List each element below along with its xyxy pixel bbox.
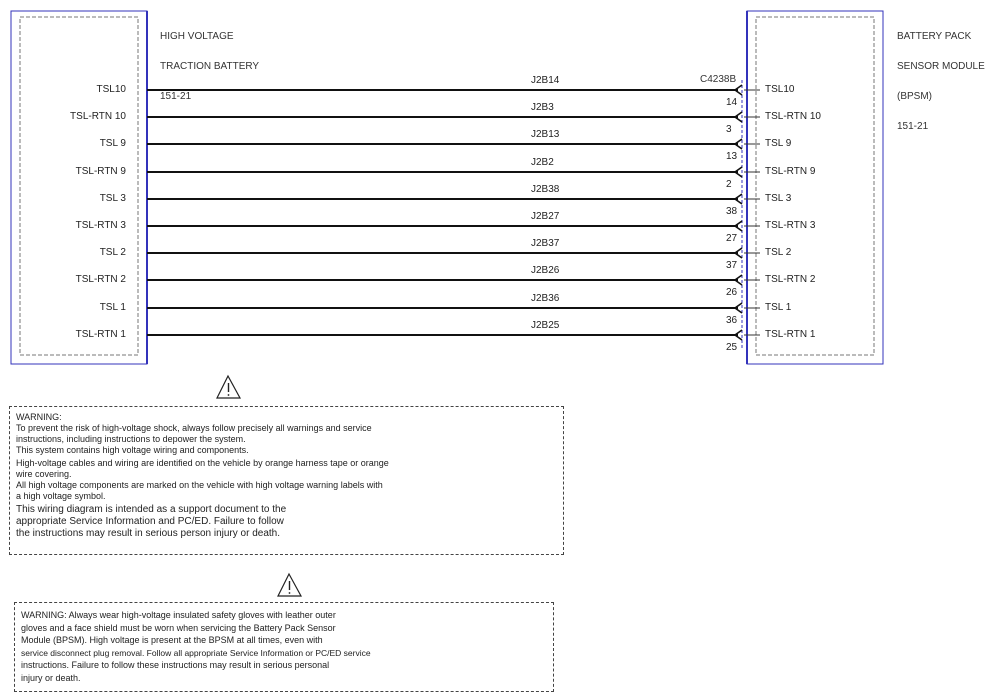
title-line: 151-21 <box>160 91 192 102</box>
warning-triangle-icon <box>217 376 240 398</box>
warning-line: All high voltage components are marked on the vehicle with high voltage warning labels with <box>16 480 383 490</box>
wires-group <box>147 85 760 340</box>
warning-line: a high voltage symbol. <box>16 491 106 501</box>
warning-line: WARNING: Always wear high-voltage insulated safety gloves with leather outer <box>21 610 336 620</box>
circuit-label: J2B36 <box>531 293 560 304</box>
connector-terminal-icon <box>735 139 742 149</box>
warning-box-gloves <box>14 602 554 692</box>
right-pin-label: TSL 9 <box>765 138 792 149</box>
title-line: (BPSM) <box>897 91 932 102</box>
left-pin-label: TSL-RTN 1 <box>75 329 126 340</box>
circuit-label: J2B26 <box>531 265 560 276</box>
warning-line: This system contains high voltage wiring and components. <box>16 445 249 455</box>
circuit-label: J2B38 <box>531 184 560 195</box>
connector-terminal-icon <box>735 275 742 285</box>
bpsm-title <box>897 12 985 142</box>
warning-line: the instructions may result in serious person injury or death. <box>16 528 281 539</box>
connector-pin-number: 2 <box>726 179 732 190</box>
left-pin-label: TSL10 <box>96 84 126 95</box>
right-pin-label: TSL-RTN 9 <box>765 166 816 177</box>
connector-pin-number: 27 <box>726 233 738 244</box>
warning-line: This wiring diagram is intended as a support document to the <box>16 504 287 515</box>
warning-line: WARNING: <box>16 412 62 422</box>
connector-terminal-icon <box>735 221 742 231</box>
title-line: TRACTION BATTERY <box>160 61 260 72</box>
left-pin-label: TSL-RTN 9 <box>75 166 126 177</box>
connector-pin-number: 14 <box>726 97 738 108</box>
circuit-label: J2B37 <box>531 238 560 249</box>
connector-label: C4238B <box>700 74 737 85</box>
circuit-label: J2B14 <box>531 75 560 86</box>
connector-terminal-icon <box>735 194 742 204</box>
connector-terminal-icon <box>735 248 742 258</box>
left-pin-label: TSL 2 <box>99 247 126 258</box>
warning-line: appropriate Service Information and PC/ED. Failure to follow <box>16 516 284 527</box>
title-line: SENSOR MODULE <box>897 61 985 72</box>
connector-terminal-icon <box>735 303 742 313</box>
warning-line: High-voltage cables and wiring are identified on the vehicle by orange harness tape or orange <box>16 458 389 468</box>
left-pin-label: TSL-RTN 2 <box>75 274 126 285</box>
connector-pin-number: 25 <box>726 342 738 353</box>
warning-line: To prevent the risk of high-voltage shock, always follow precisely all warnings and service <box>16 423 372 433</box>
left-pin-label: TSL 9 <box>99 138 126 149</box>
warning-line: wire covering. <box>16 469 72 479</box>
circuit-label: J2B3 <box>531 102 554 113</box>
right-pin-label: TSL 2 <box>765 247 792 258</box>
warning-line: injury or death. <box>21 672 81 683</box>
connector-pin-number: 13 <box>726 151 738 162</box>
warning-line: service disconnect plug removal. Follow all appropriate Service Information or PC/ED service <box>21 647 371 658</box>
right-pin-label: TSL 3 <box>765 193 792 204</box>
warning-triangle-icon <box>278 574 301 596</box>
left-pin-label: TSL-RTN 10 <box>70 111 126 122</box>
warning-line: Module (BPSM). High voltage is present at the BPSM at all times, even with <box>21 635 323 645</box>
right-pin-label: TSL10 <box>765 84 795 95</box>
connector-pin-number: 3 <box>726 124 732 135</box>
title-line: BATTERY PACK <box>897 31 972 42</box>
warning-box-high-voltage <box>9 406 564 555</box>
title-line: 151-21 <box>897 121 929 132</box>
right-pin-label: TSL-RTN 1 <box>765 329 816 340</box>
circuit-label: J2B2 <box>531 157 554 168</box>
left-pin-label: TSL 3 <box>99 193 126 204</box>
warning-line: instructions, including instructions to depower the system. <box>16 434 246 444</box>
traction-battery-title <box>160 12 259 112</box>
circuit-label: J2B13 <box>531 129 560 140</box>
connector-pin-number: 37 <box>726 260 738 271</box>
connector-terminal-icon <box>735 167 742 177</box>
connector-terminal-icon <box>735 330 742 340</box>
right-pin-label: TSL-RTN 3 <box>765 220 816 231</box>
title-line: HIGH VOLTAGE <box>160 31 234 42</box>
right-pin-label: TSL 1 <box>765 302 792 313</box>
circuit-label: J2B27 <box>531 211 560 222</box>
warning-line: gloves and a face shield must be worn when servicing the Battery Pack Sensor <box>21 622 336 633</box>
left-pin-label: TSL 1 <box>99 302 126 313</box>
circuit-label: J2B25 <box>531 320 560 331</box>
connector-pin-number: 36 <box>726 315 738 326</box>
left-pin-label: TSL-RTN 3 <box>75 220 126 231</box>
connector-pin-number: 26 <box>726 287 738 298</box>
connector-terminal-icon <box>735 85 742 95</box>
warning-line: instructions. Failure to follow these instructions may result in serious personal <box>21 660 330 670</box>
connector-terminal-icon <box>735 112 742 122</box>
right-pin-label: TSL-RTN 10 <box>765 111 821 122</box>
right-pin-label: TSL-RTN 2 <box>765 274 816 285</box>
connector-pin-number: 38 <box>726 206 738 217</box>
